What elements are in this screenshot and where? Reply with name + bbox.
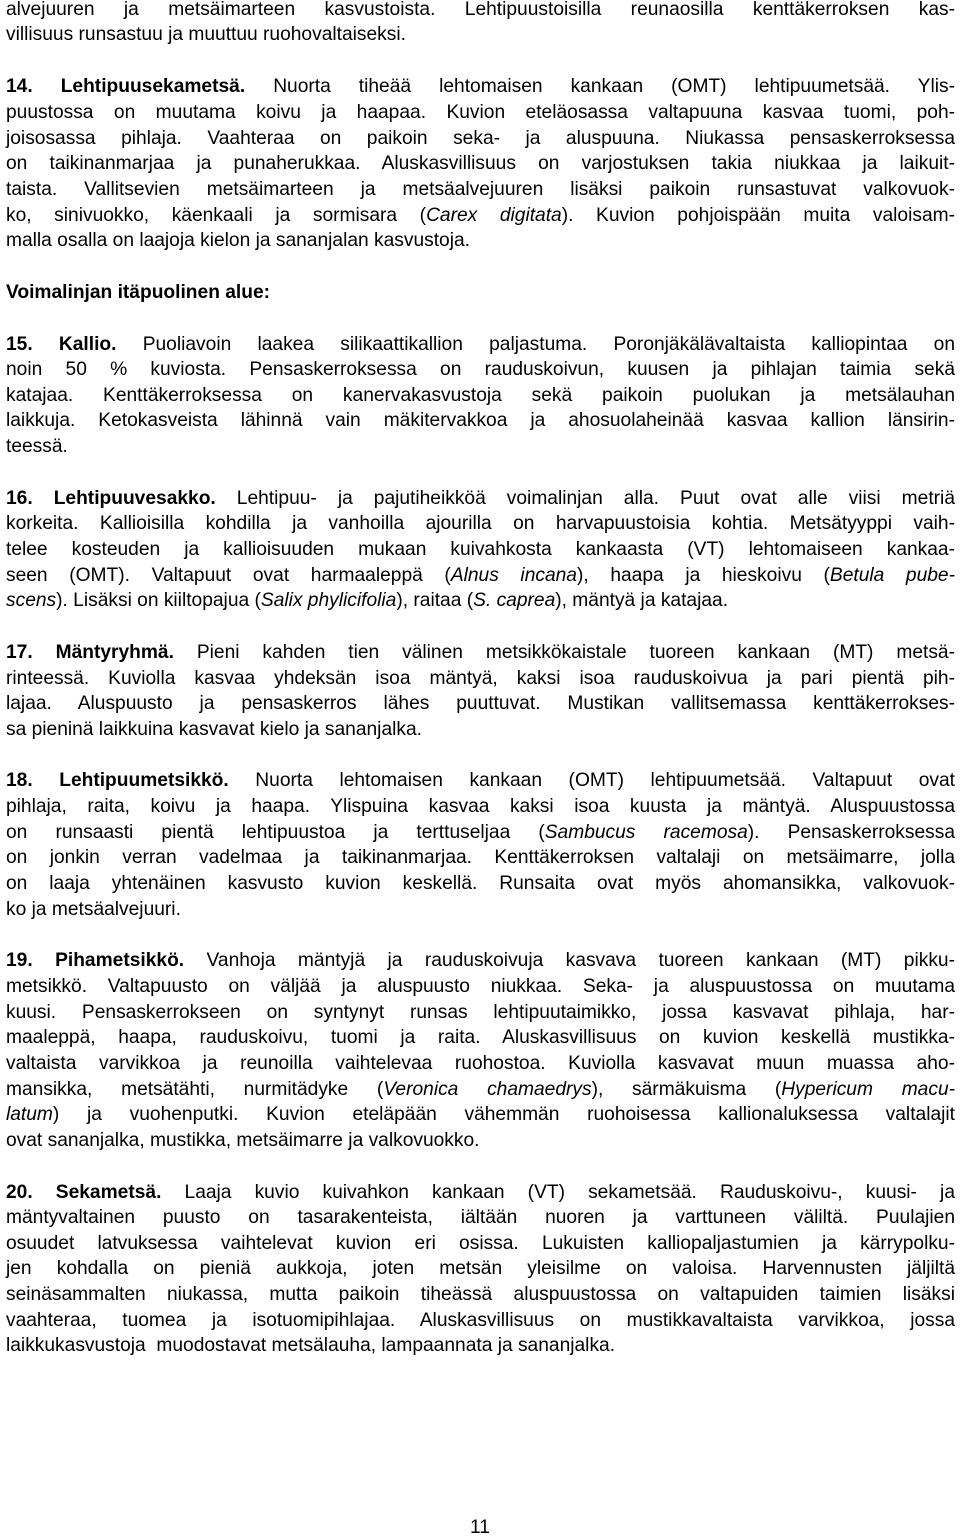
- text-span: Nuorta tiheää lehtomaisen kankaan (OMT) lehtipuumetsää. Ylis-: [245, 76, 955, 97]
- paragraph-14-line: taista. Vallitsevien metsäimarteen ja metsäalvejuuren lisäksi paikoin runsastuvat valkovuok-: [6, 179, 955, 200]
- text-span: ). Kuvion pohjoispään muita valoisam-: [561, 205, 955, 226]
- paragraph-20-line: jen kohdalla on pieniä aukkoja, joten metsän yleisilme on valoisa. Harvennusten jäljiltä: [6, 1258, 955, 1279]
- section-number: 20. Sekametsä.: [6, 1182, 162, 1203]
- section-number: 18. Lehtipuumetsikkö.: [6, 770, 229, 791]
- paragraph-15-line: noin 50 % kuviosta. Pensaskerroksessa on rauduskoivun, kuusen ja pihlajan taimia sekä: [6, 359, 955, 380]
- text-span: on runsaasti pientä lehtipuustoa ja terttuseljaa (: [6, 822, 545, 843]
- paragraph-15-line: [6, 332, 955, 357]
- text-line: alvejuuren ja metsäimarteen kasvustoista. Lehtipuustoisilla reunaosilla kenttäkerroksen kas-: [6, 0, 955, 20]
- text-span: Puoliavoin laakea silikaattikallion paljastuma. Poronjäkälävaltaista kalliopintaa on: [116, 334, 955, 355]
- text-span: ) ja vuohenputki. Kuvion eteläpään vähemmän ruohoisessa kallionaluksessa valtalajit: [52, 1104, 955, 1125]
- latin-name: Hypericum macu-: [781, 1079, 956, 1100]
- paragraph-17-line: rinteessä. Kuviolla kasvaa yhdeksän isoa mäntyä, kaksi isoa rauduskoivua ja pari pientä pih-: [6, 668, 955, 689]
- paragraph-20-line: laikkukasvustoja muodostavat metsälauha, lampaannata ja sananjalka.: [6, 1335, 616, 1356]
- text-span: mansikka, metsätähti, nurmitädyke (: [6, 1079, 384, 1100]
- section-heading: [6, 280, 955, 305]
- latin-name: Salix phylicifolia: [260, 590, 397, 611]
- section-number: 16. Lehtipuuvesakko.: [6, 488, 216, 509]
- latin-name: S. caprea: [473, 590, 556, 611]
- latin-name: Sambucus racemosa: [544, 822, 748, 843]
- paragraph-14-line: malla osalla on laajoja kielon ja sananjalan kasvustoja.: [6, 230, 470, 251]
- latin-name: Alnus incana: [450, 565, 577, 586]
- paragraph-14-line: puustossa on muutama koivu ja haapaa. Kuvion eteläosassa valtapuuna kasvaa tuomi, poh-: [6, 102, 955, 123]
- paragraph-19-line: metsikkö. Valtapuusto on väljää ja aluspuusto niukkaa. Seka- ja aluspuustossa on muutama: [6, 976, 955, 997]
- paragraph-19-line: maaleppä, haapa, rauduskoivu, tuomi ja raita. Aluskasvillisuus on kuvion keskellä mustikka-: [6, 1027, 955, 1048]
- paragraph-20-line: osuudet latvuksessa vaihtelevat kuvion eri osissa. Lukuisten kalliopaljastumien ja kärrypolku-: [6, 1233, 955, 1254]
- paragraph-16-line: telee kosteuden ja kallioisuuden mukaan kuivahkosta kankaasta (VT) lehtomaiseen kankaa-: [6, 539, 955, 560]
- latin-name: Veronica chamaedrys: [383, 1079, 592, 1100]
- text-span: ), raitaa (: [396, 590, 474, 611]
- section-number: 19. Pihametsikkö.: [6, 950, 185, 971]
- paragraph-18-line: ko ja metsäalvejuuri.: [6, 899, 181, 920]
- section-number: 14. Lehtipuusekametsä.: [6, 76, 246, 97]
- paragraph-16-line: [6, 563, 955, 588]
- text-span: ). Pensaskerroksessa: [747, 822, 956, 843]
- paragraph-19-line: valtaista varvikkoa ja reunoilla vaihtelevaa ruohostoa. Kuviolla kasvavat muun muassa aho-: [6, 1053, 955, 1074]
- paragraph-16-line: [6, 486, 955, 511]
- page-number: 11: [470, 1517, 490, 1538]
- paragraph-19-line: ovat sananjalka, mustikka, metsäimarre ja valkovuokko.: [6, 1130, 480, 1151]
- text-span: Laaja kuvio kuivahkon kankaan (VT) sekametsää. Rauduskoivu-, kuusi- ja: [161, 1182, 955, 1203]
- text-span: ). Lisäksi on kiiltopajua (: [56, 590, 261, 611]
- text-span: seen (OMT). Valtapuut ovat harmaaleppä (: [6, 565, 451, 586]
- text-span: Lehtipuu- ja pajutiheikköä voimalinjan alla. Puut ovat alle viisi metriä: [215, 488, 955, 509]
- heading-text: Voimalinjan itäpuolinen alue:: [6, 282, 271, 303]
- paragraph-19-line: [6, 1077, 955, 1102]
- paragraph-18-line: on jonkin verran vadelmaa ja taikinanmarjaa. Kenttäkerroksen valtalaji on metsäimarre, jolla: [6, 847, 955, 868]
- text-span: Vanhoja mäntyjä ja rauduskoivuja kasvava tuoreen kankaan (MT) pikku-: [184, 950, 955, 971]
- paragraph-14-line: joisosassa pihlaja. Vaahteraa on paikoin seka- ja aluspuuna. Niukassa pensaskerroksessa: [6, 128, 955, 149]
- latin-name: Betula pube-: [829, 565, 955, 586]
- paragraph-17-line: sa pieninä laikkuina kasvavat kielo ja sananjalka.: [6, 719, 422, 740]
- paragraph-20-line: vaahteraa, tuomea ja isotuomipihlajaa. Aluskasvillisuus on mustikkavaltaista varvikkoa, jossa: [6, 1310, 955, 1331]
- paragraph-15-line: teessä.: [6, 436, 68, 457]
- paragraph-14-line: [6, 74, 955, 99]
- text-span: Pieni kahden tien välinen metsikkökaistale tuoreen kankaan (MT) metsä-: [173, 642, 955, 663]
- paragraph-15-line: katajaa. Kenttäkerroksessa on kanervakasvustoja sekä paikoin puolukan ja metsälauhan: [6, 385, 955, 406]
- paragraph-19-line: [6, 948, 955, 973]
- text-span: ), haapa ja hieskoivu (: [576, 565, 830, 586]
- paragraph-20-line: mäntyvaltainen puusto on tasarakenteista, iältään nuoren ja varttuneen väliltä. Puulajien: [6, 1207, 955, 1228]
- paragraph-18-line: [6, 768, 955, 793]
- paragraph-20-line: seinäsammalten niukassa, mutta paikoin tiheässä aluspuustossa on valtapuiden taimien lisäksi: [6, 1284, 955, 1305]
- paragraph-14-line: [6, 203, 955, 228]
- paragraph-14-line: on taikinanmarjaa ja punaherukkaa. Aluskasvillisuus on varjostuksen takia niukkaa ja laikuit-: [6, 153, 955, 174]
- text-span: ), särmäkuisma (: [591, 1079, 782, 1100]
- latin-name: Carex digitata: [426, 205, 562, 226]
- text-span: ko, sinivuokko, käenkaali ja sormisara (: [6, 205, 427, 226]
- latin-name: scens: [6, 590, 57, 611]
- paragraph-20-line: [6, 1180, 955, 1205]
- paragraph-18-line: pihlaja, raita, koivu ja haapa. Ylispuina kasvaa kaksi isoa kuusta ja mäntyä. Aluspuustossa: [6, 796, 955, 817]
- paragraph-17-line: [6, 640, 955, 665]
- paragraph-19-line: [6, 1102, 955, 1127]
- paragraph-18-line: on laaja yhtenäinen kasvusto kuvion keskellä. Runsaita ovat myös ahomansikka, valkovuok-: [6, 873, 955, 894]
- text-span: Nuorta lehtomaisen kankaan (OMT) lehtipuumetsää. Valtapuut ovat: [228, 770, 955, 791]
- paragraph-16-line: korkeita. Kallioisilla kohdilla ja vanhoilla ajourilla on harvapuustoisia kohtia. Metsätyyppi vaih-: [6, 513, 955, 534]
- text-line: villisuus runsastuu ja muuttuu ruohovaltaiseksi.: [6, 24, 406, 45]
- paragraph-15-line: laikkuja. Ketokasveista lähinnä vain mäkitervakkoa ja ahosuolaheinää kasvaa kallion länsirin-: [6, 410, 955, 431]
- text-span: ), mäntyä ja katajaa.: [555, 590, 729, 611]
- paragraph-18-line: [6, 820, 955, 845]
- section-number: 15. Kallio.: [6, 334, 117, 355]
- section-number: 17. Mäntyryhmä.: [6, 642, 174, 663]
- paragraph-16-line: [6, 588, 955, 613]
- paragraph-19-line: kuusi. Pensaskerrokseen on syntynyt runsas lehtipuutaimikko, jossa kasvavat pihlaja, har-: [6, 1002, 955, 1023]
- latin-name: latum: [6, 1104, 53, 1125]
- paragraph-17-line: lajaa. Aluspuusto ja pensaskerros lähes puuttuvat. Mustikan vallitsemassa kenttäkerrokses-: [6, 693, 955, 714]
